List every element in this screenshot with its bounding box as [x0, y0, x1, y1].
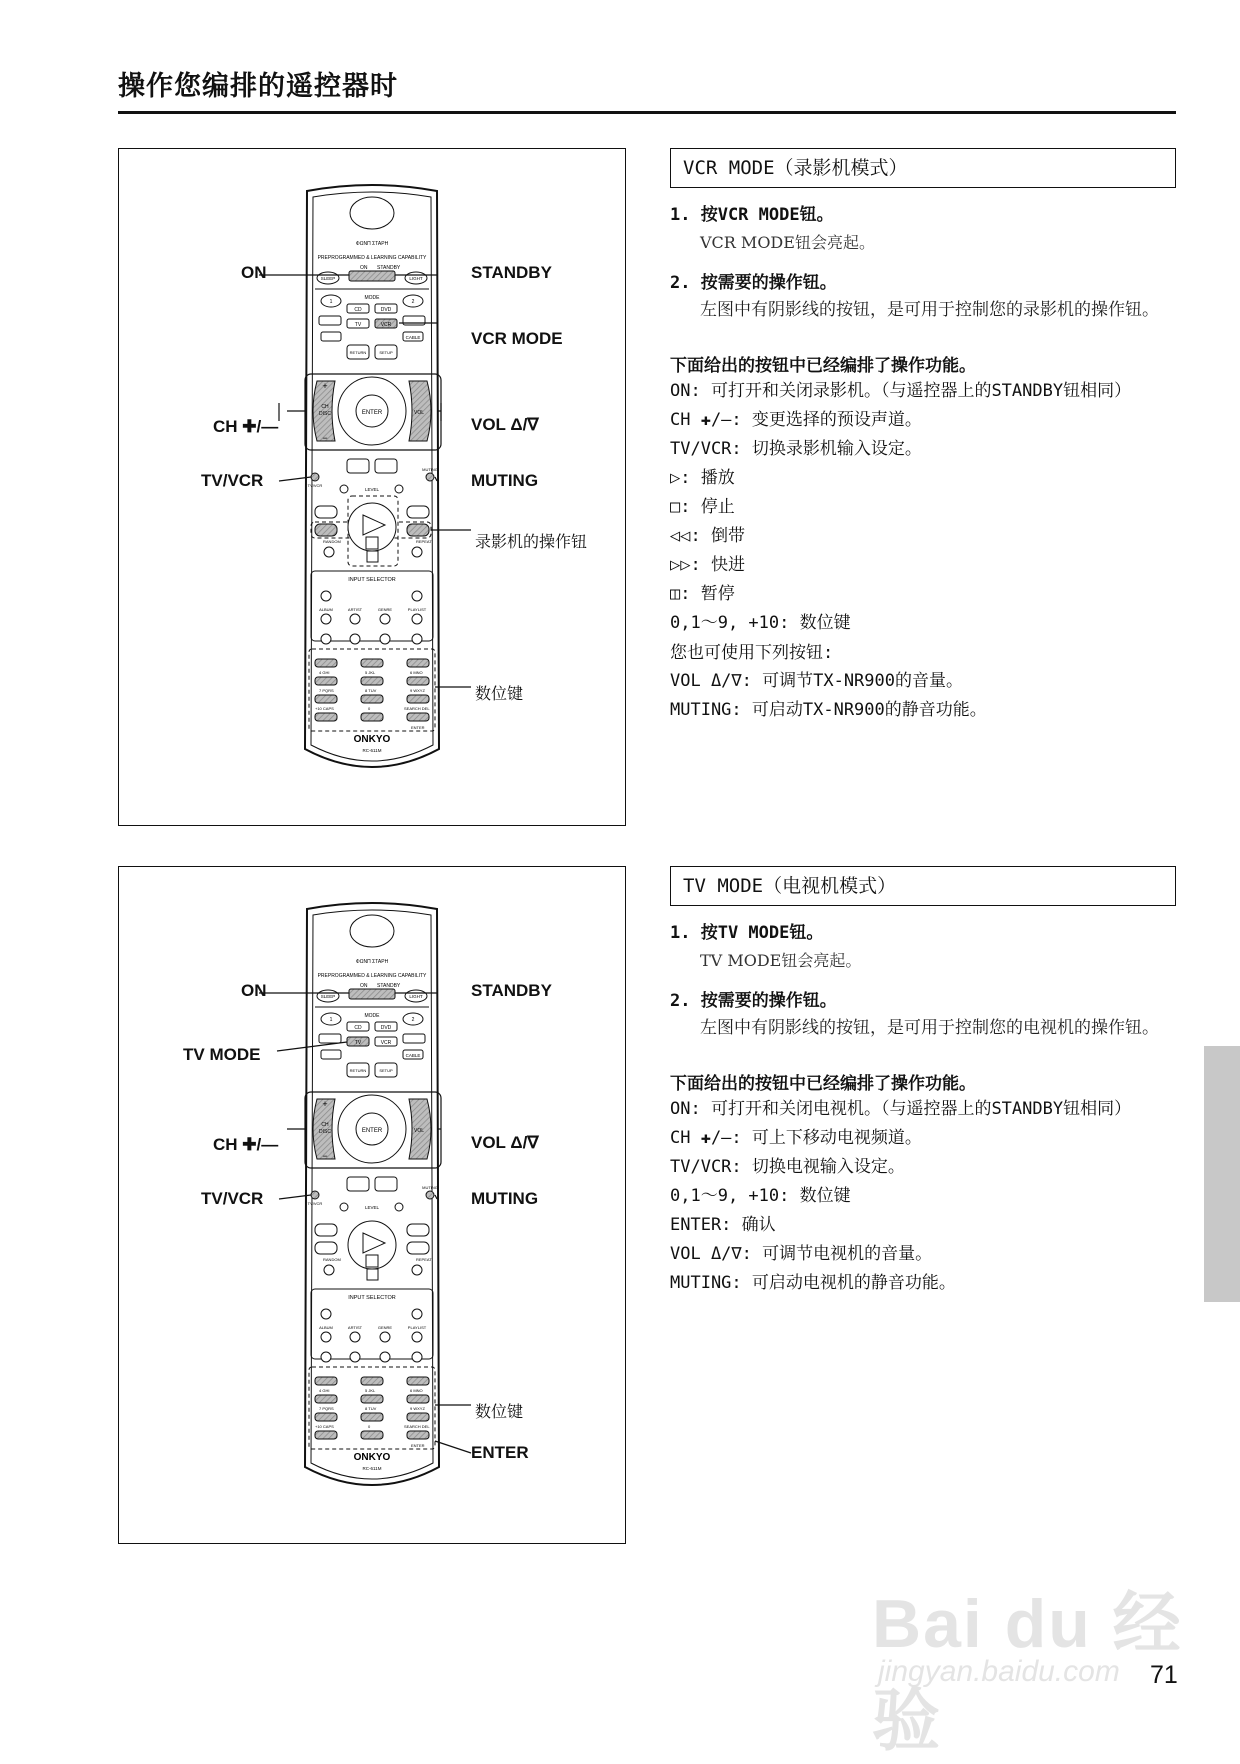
svg-text:RETURN: RETURN — [349, 1068, 367, 1073]
svg-text:2: 2 — [411, 1017, 415, 1023]
svg-text:9 WXYZ: 9 WXYZ — [410, 1406, 425, 1411]
svg-text:PLAYLIST: PLAYLIST — [407, 1325, 427, 1330]
function-item: TV/VCR: 切换录影机输入设定。 — [670, 439, 922, 459]
svg-text:RC-611M: RC-611M — [362, 1466, 382, 1471]
svg-text:+10 CAPS: +10 CAPS — [315, 1424, 334, 1429]
tv-function-list — [670, 1096, 1131, 1299]
function-item: MUTING: 可启动电视机的静音功能。 — [670, 1273, 956, 1293]
vcr-mode-header: VCR MODE（录影机模式） — [670, 148, 1176, 188]
function-item: 0,1～9, +10: 数位键 — [670, 1186, 851, 1206]
svg-text:CABLE: CABLE — [405, 1053, 421, 1058]
callout-enter: ENTER — [471, 1443, 529, 1462]
svg-text:STANDBY: STANDBY — [377, 265, 401, 271]
svg-text:5 JKL: 5 JKL — [365, 670, 376, 675]
tv-step-1-note: TV MODE钮会亮起。 — [700, 951, 862, 970]
side-thumb-tab — [1204, 1046, 1240, 1302]
callout-on: ON — [241, 981, 267, 1000]
callout-tv-mode: TV MODE — [183, 1045, 261, 1064]
remote-tagline: PREPROGRAMMED & LEARNING CAPABILITY — [317, 255, 427, 261]
svg-text:CD: CD — [354, 1025, 362, 1031]
svg-text:4 GHI: 4 GHI — [319, 670, 330, 675]
function-item: MUTING: 可启动TX-NR900的静音功能。 — [670, 700, 987, 720]
callout-standby: STANDBY — [471, 263, 552, 282]
watermark-logo: Bai du 经验 — [872, 1586, 1183, 1759]
callout-ch: CH ✚/— — [213, 1135, 279, 1154]
svg-text:−: − — [322, 1151, 328, 1161]
vcr-function-list — [670, 378, 1131, 639]
function-item: ▷: 播放 — [670, 468, 735, 488]
vcr-step-1-note: VCR MODE钮会亮起。 — [700, 233, 875, 252]
input-selector-label: INPUT SELECTOR — [348, 577, 396, 583]
figure-tv-mode — [118, 866, 626, 1544]
svg-text:0: 0 — [368, 706, 371, 711]
function-item: ENTER: 确认 — [670, 1215, 776, 1235]
svg-text:ENTER: ENTER — [411, 1443, 425, 1448]
svg-text:8 TUV: 8 TUV — [365, 1406, 377, 1411]
svg-text:DVD: DVD — [380, 1025, 392, 1031]
svg-text:6 MNO: 6 MNO — [410, 670, 423, 675]
svg-text:RETURN: RETURN — [349, 350, 367, 355]
svg-text:LIGHT: LIGHT — [409, 276, 423, 281]
svg-text:2: 2 — [411, 299, 415, 305]
svg-text:9 WXYZ: 9 WXYZ — [410, 688, 425, 693]
vcr-also-list — [670, 668, 987, 726]
tv-step-2-note: 左图中有阴影线的按钮，是可用于控制您的电视机的操作钮。 — [700, 1018, 1159, 1038]
svg-text:PLAYLIST: PLAYLIST — [407, 607, 427, 612]
vcr-also-heading: 您也可使用下列按钮: — [670, 643, 834, 663]
svg-text:SETUP: SETUP — [379, 350, 393, 355]
svg-text:GENRE: GENRE — [377, 1325, 393, 1330]
callout-standby: STANDBY — [471, 981, 552, 1000]
tv-list-heading: 下面给出的按钮中已经编排了操作功能。 — [670, 1074, 976, 1094]
tv-step-2: 2. 按需要的操作钮。 — [670, 991, 837, 1011]
svg-text:REPEAT: REPEAT — [416, 539, 432, 544]
vcr-step-2: 2. 按需要的操作钮。 — [670, 273, 837, 293]
svg-text:CH: CH — [321, 1122, 329, 1128]
svg-text:1: 1 — [329, 1017, 333, 1023]
svg-text:DVD: DVD — [380, 307, 392, 313]
svg-text:ALBUM: ALBUM — [319, 1325, 333, 1330]
svg-text:TV/VCR: TV/VCR — [307, 1201, 323, 1206]
svg-text:ENTER: ENTER — [411, 725, 425, 730]
svg-text:SLEEP: SLEEP — [320, 994, 336, 999]
page-title: 操作您编排的遥控器时 — [118, 71, 398, 102]
callout-on: ON — [241, 263, 267, 282]
svg-text:1: 1 — [329, 299, 333, 305]
callout-muting: MUTING — [471, 1189, 539, 1208]
svg-text:+: + — [322, 381, 328, 391]
brand-logo: ONKYO — [353, 1452, 391, 1463]
svg-text:MUTING: MUTING — [422, 1185, 438, 1190]
svg-text:7 PQRS: 7 PQRS — [319, 688, 334, 693]
function-item: ON: 可打开和关闭电视机。（与遥控器上的STANDBY钮相同） — [670, 1099, 1132, 1119]
svg-text:SEARCH DEL: SEARCH DEL — [404, 706, 430, 711]
svg-text:0: 0 — [368, 1424, 371, 1429]
watermark-url: jingyan.baidu.com — [878, 1655, 1120, 1688]
svg-text:CD: CD — [354, 307, 362, 313]
svg-text:LIGHT: LIGHT — [409, 994, 423, 999]
page-number: 71 — [1150, 1661, 1178, 1689]
svg-text:RANDOM: RANDOM — [323, 1257, 341, 1262]
svg-text:4 GHI: 4 GHI — [319, 1388, 330, 1393]
svg-text:ENTER: ENTER — [361, 410, 383, 416]
svg-text:GENRE: GENRE — [377, 607, 393, 612]
svg-text:+10 CAPS: +10 CAPS — [315, 706, 334, 711]
svg-text:CH: CH — [321, 404, 329, 410]
svg-text:ARTIST: ARTIST — [347, 607, 363, 612]
svg-text:ON: ON — [360, 983, 368, 989]
svg-text:DISC: DISC — [319, 1129, 331, 1135]
function-item: CH ✚/—: 可上下移动电视频道。 — [670, 1128, 922, 1148]
svg-text:RC-611M: RC-611M — [362, 748, 382, 753]
svg-text:7 PQRS: 7 PQRS — [319, 1406, 334, 1411]
svg-text:SEARCH DEL: SEARCH DEL — [404, 1424, 430, 1429]
svg-text:VCR: VCR — [380, 1040, 392, 1046]
svg-text:LEVEL: LEVEL — [364, 487, 380, 492]
vcr-step-1: 1. 按VCR MODE钮。 — [670, 205, 834, 225]
callout-tv-vcr: TV/VCR — [201, 471, 264, 490]
callout-vcr-operation-keys: 录影机的操作钮 — [475, 532, 588, 551]
svg-text:DISC: DISC — [319, 411, 331, 417]
remote-control-illustration — [119, 867, 625, 1543]
tv-step-1: 1. 按TV MODE钮。 — [670, 923, 824, 943]
svg-text:CABLE: CABLE — [405, 335, 421, 340]
function-item: ◁◁: 倒带 — [670, 526, 745, 546]
callout-digit-keys: 数位键 — [475, 1402, 524, 1421]
function-item: □: 停止 — [670, 497, 735, 517]
function-item: ◫: 暂停 — [670, 584, 735, 604]
callout-digit-keys: 数位键 — [475, 684, 524, 703]
function-item: CH ✚/—: 变更选择的预设声道。 — [670, 410, 922, 430]
input-selector-label: INPUT SELECTOR — [348, 1295, 396, 1301]
svg-text:−: − — [322, 433, 328, 443]
callout-muting: MUTING — [471, 471, 539, 490]
function-item: ON: 可打开和关闭录影机。（与遥控器上的STANDBY钮相同） — [670, 381, 1132, 401]
function-item: ▷▷: 快进 — [670, 555, 745, 575]
svg-text:RANDOM: RANDOM — [323, 539, 341, 544]
function-item: VOL Δ/∇: 可调节TX-NR900的音量。 — [670, 671, 963, 691]
svg-text:SLEEP: SLEEP — [320, 276, 336, 281]
tv-mode-header: TV MODE（电视机模式） — [670, 866, 1176, 906]
svg-text:5 JKL: 5 JKL — [365, 1388, 376, 1393]
svg-text:TV/VCR: TV/VCR — [307, 483, 323, 488]
svg-text:VOL: VOL — [413, 410, 425, 416]
svg-text:ΦΩΝΠ ΣΤΑΡΗ: ΦΩΝΠ ΣΤΑΡΗ — [355, 959, 389, 965]
svg-text:6 MNO: 6 MNO — [410, 1388, 423, 1393]
svg-text:ON: ON — [360, 265, 368, 271]
callout-vcr-mode: VCR MODE — [471, 329, 563, 348]
function-item: VOL Δ/∇: 可调节电视机的音量。 — [670, 1244, 933, 1264]
callout-vol: VOL Δ/∇ — [471, 1133, 539, 1152]
svg-text:MODE: MODE — [364, 1013, 380, 1019]
svg-text:VOL: VOL — [413, 1128, 425, 1134]
svg-text:ARTIST: ARTIST — [347, 1325, 363, 1330]
function-item: TV/VCR: 切换电视输入设定。 — [670, 1157, 905, 1177]
title-rule — [118, 111, 1176, 114]
callout-ch: CH ✚/— — [213, 417, 279, 436]
callout-tv-vcr: TV/VCR — [201, 1189, 264, 1208]
svg-text:VCR: VCR — [380, 322, 392, 328]
svg-text:SETUP: SETUP — [379, 1068, 393, 1073]
svg-text:STANDBY: STANDBY — [377, 983, 401, 989]
svg-text:MUTING: MUTING — [422, 467, 438, 472]
figure-vcr-mode — [118, 148, 626, 826]
svg-text:REPEAT: REPEAT — [416, 1257, 432, 1262]
svg-text:ENTER: ENTER — [361, 1128, 383, 1134]
svg-text:LEVEL: LEVEL — [364, 1205, 380, 1210]
function-item: 0,1～9, +10: 数位键 — [670, 613, 851, 633]
svg-text:TV: TV — [354, 1040, 362, 1046]
svg-text:ALBUM: ALBUM — [319, 607, 333, 612]
vcr-list-heading: 下面给出的按钮中已经编排了操作功能。 — [670, 356, 976, 376]
svg-text:MODE: MODE — [364, 295, 380, 301]
svg-text:ΦΩΝΠ ΣΤΑΡΗ: ΦΩΝΠ ΣΤΑΡΗ — [355, 241, 389, 247]
remote-control-illustration — [119, 149, 625, 825]
svg-text:8 TUV: 8 TUV — [365, 688, 377, 693]
brand-logo: ONKYO — [353, 734, 391, 745]
remote-tagline: PREPROGRAMMED & LEARNING CAPABILITY — [317, 973, 427, 979]
vcr-step-2-note: 左图中有阴影线的按钮，是可用于控制您的录影机的操作钮。 — [700, 300, 1159, 320]
callout-vol: VOL Δ/∇ — [471, 415, 539, 434]
svg-text:+: + — [322, 1099, 328, 1109]
svg-text:TV: TV — [354, 322, 362, 328]
